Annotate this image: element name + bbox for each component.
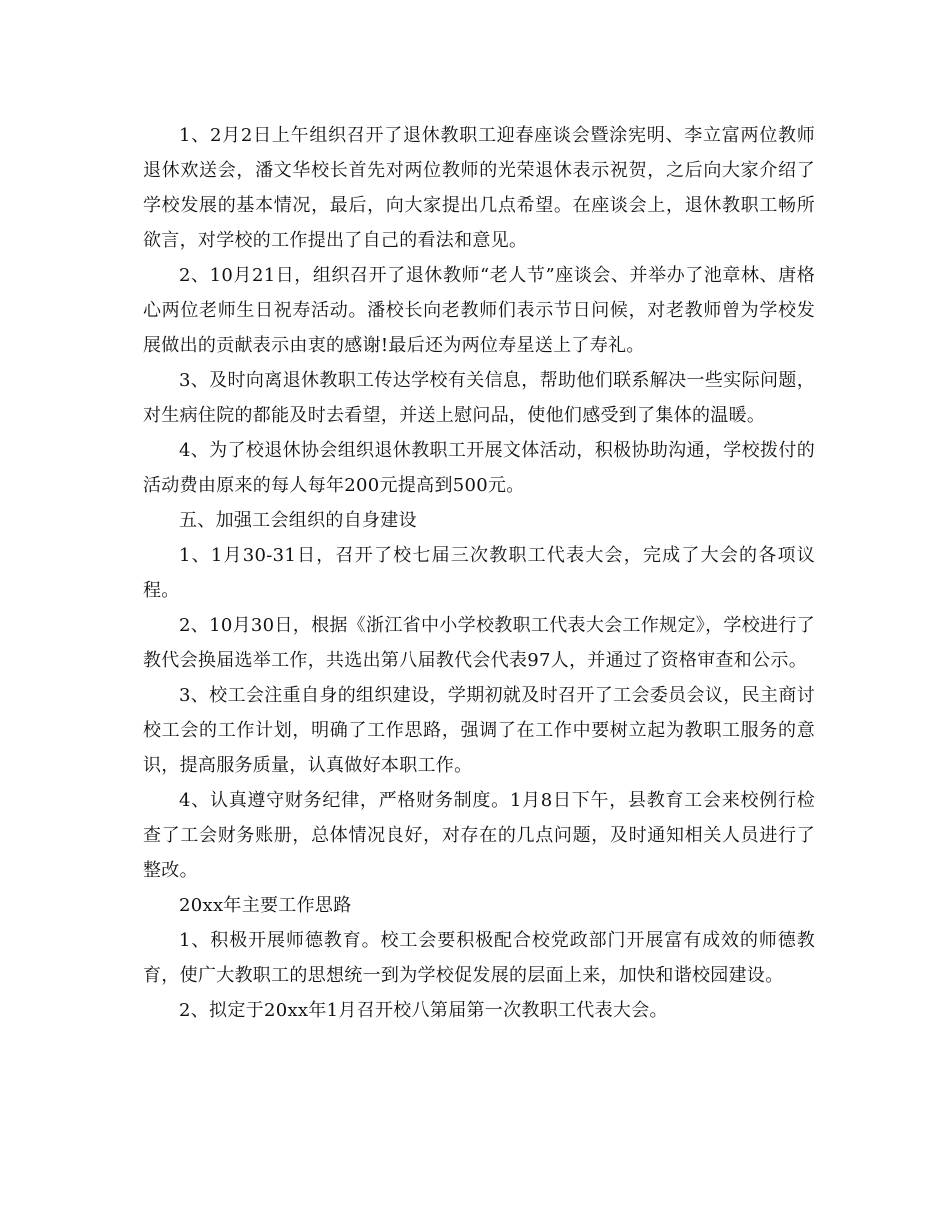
paragraph-ethics-education: 1、积极开展师德教育。校工会要积极配合校党政部门开展富有成效的师德教育，使广大教职工的思想统一到为学校促发展的层面上来，加快和谐校园建设。 <box>143 930 815 986</box>
paragraph-staff-congress: 1、1月30-31日，召开了校七届三次教职工代表大会，完成了大会的各项议程。 <box>143 545 815 601</box>
paragraph-retiree-spring-meeting: 1、2月2日上午组织召开了退休教职工迎春座谈会暨涂宪明、李立富两位教师退休欢送会，潘文华校长首先对两位教师的光荣退休表示祝贺，之后向大家介绍了学校发展的基本情况，最后，向大家提出几点希望。在座谈会上，退休教职工畅所欲言，对学校的工作提出了自己的看法和意见。 <box>143 125 815 251</box>
paragraph-election-work: 2、10月30日，根据《浙江省中小学校教职工代表大会工作规定》，学校进行了教代会换届选举工作，共选出第八届教代会代表97人，并通过了资格审查和公示。 <box>143 615 815 671</box>
paragraph-elders-day-meeting: 2、10月21日，组织召开了退休教师“老人节”座谈会、并举办了池章林、唐格心两位老师生日祝寿活动。潘校长向老教师们表示节日问候，对老教师曾为学校发展做出的贡献表示由衷的感谢!最后还为两位寿星送上了寿礼。 <box>143 265 815 356</box>
section-heading-union-self-building: 五、加强工会组织的自身建设 <box>179 510 417 531</box>
paragraph-retiree-activities-funding: 4、为了校退休协会组织退休教职工开展文体活动，积极协助沟通，学校拨付的活动费由原来的每人每年200元提高到500元。 <box>143 440 815 496</box>
paragraph-organization-building: 3、校工会注重自身的组织建设，学期初就及时召开了工会委员会议，民主商讨校工会的工作计划，明确了工作思路，强调了在工作中要树立起为教职工服务的意识，提高服务质量，认真做好本职工作。 <box>143 685 815 776</box>
paragraph-retiree-information: 3、及时向离退休教职工传达学校有关信息，帮助他们联系解决一些实际问题，对生病住院的都能及时去看望，并送上慰问品，使他们感受到了集体的温暖。 <box>143 370 815 426</box>
paragraph-financial-discipline: 4、认真遵守财务纪律，严格财务制度。1月8日下午，县教育工会来校例行检查了工会财务账册，总体情况良好，对存在的几点问题，及时通知相关人员进行了整改。 <box>143 790 815 881</box>
section-heading-main-work-ideas: 20xx年主要工作思路 <box>179 895 352 916</box>
document-body <box>143 118 815 1028</box>
paragraph-next-congress-plan: 2、拟定于20xx年1月召开校八第届第一次教职工代表大会。 <box>179 1000 668 1021</box>
